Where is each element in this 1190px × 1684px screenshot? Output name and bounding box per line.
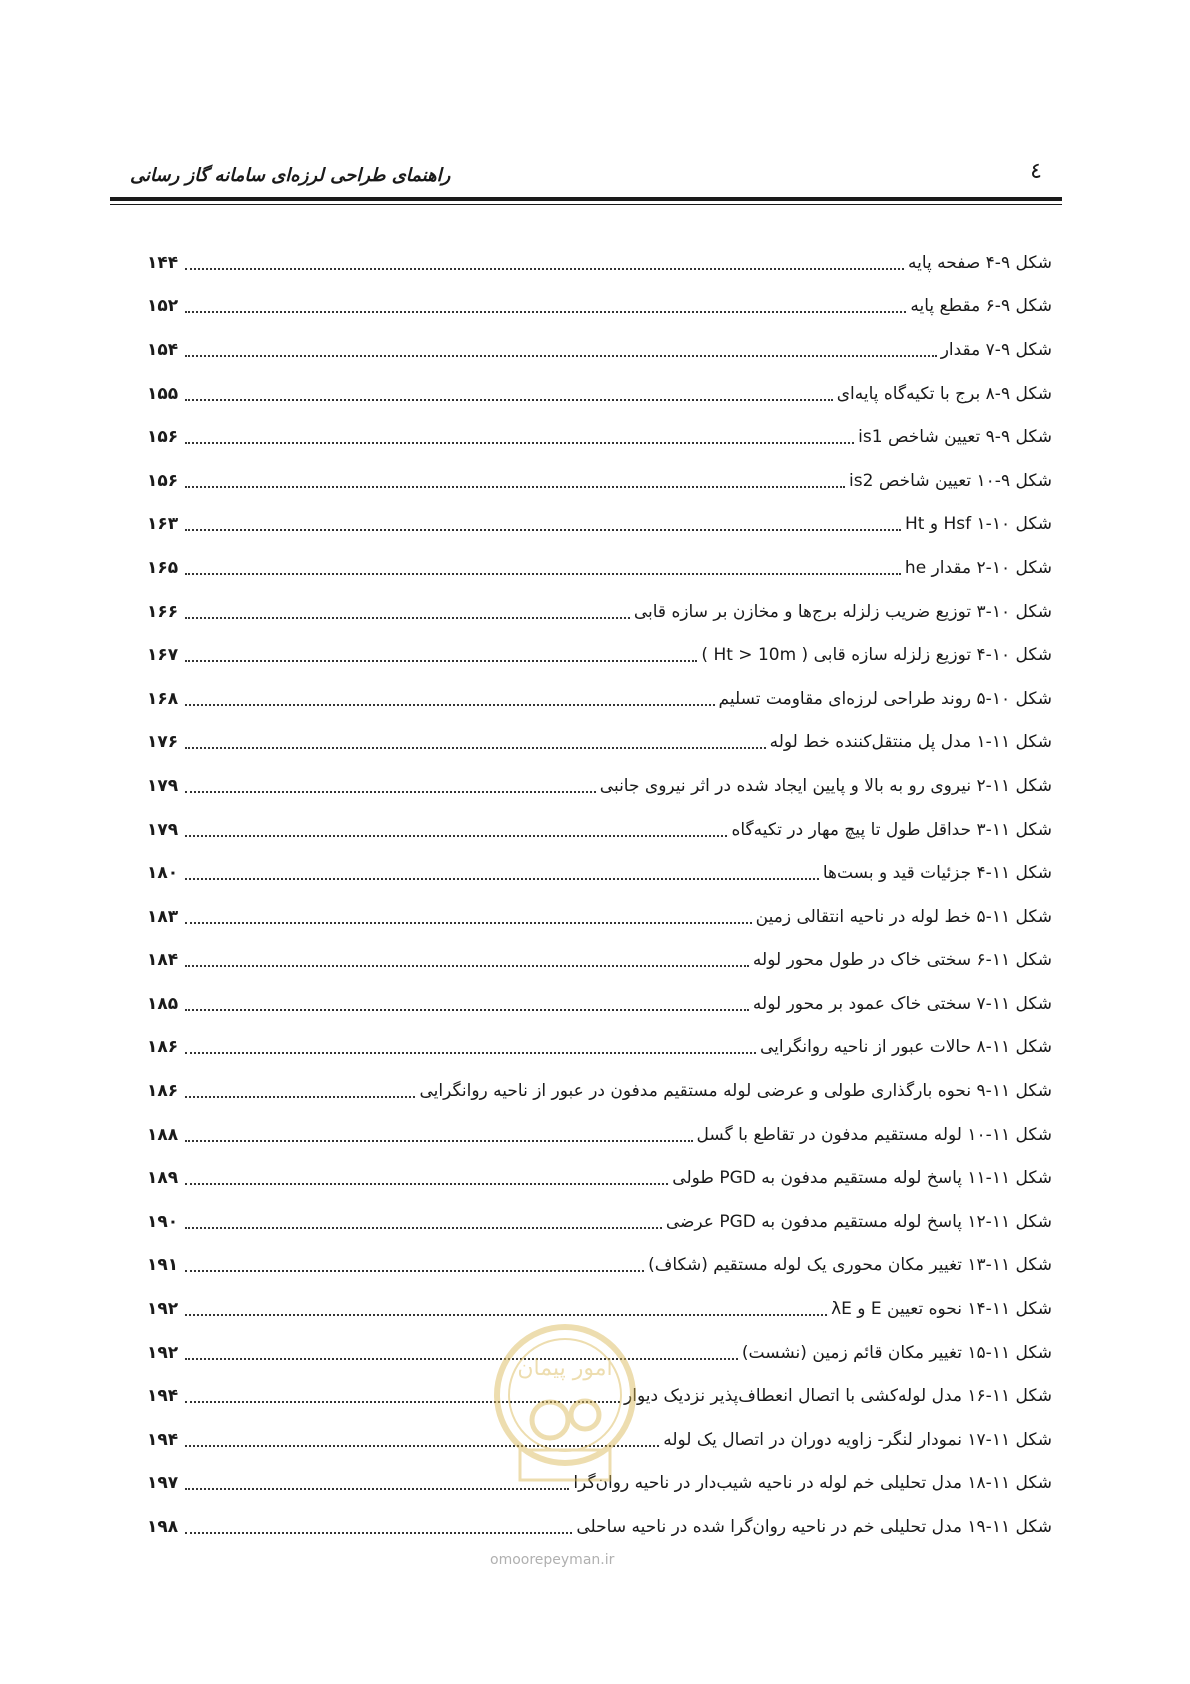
- toc-entry-page: ۱۹۴: [147, 1429, 179, 1450]
- toc-entry: [147, 241, 1052, 285]
- toc-entry: [147, 328, 1052, 372]
- toc-entry-label: شکل ۱۱-۱۰ لوله مستقیم مدفون در تقاطع با گسل: [696, 1124, 1052, 1145]
- toc-entry-page: ۱۶۳: [147, 514, 179, 535]
- toc-entry-page: ۱۵۶: [147, 470, 179, 491]
- toc-entry: [147, 851, 1052, 895]
- toc-entry-page: ۱۸۸: [147, 1124, 179, 1145]
- toc-entry-page: ۱۸۰: [147, 863, 179, 884]
- toc-leader-dots: [185, 1314, 827, 1316]
- toc-leader-dots: [185, 791, 596, 793]
- toc-entry: [147, 1069, 1052, 1113]
- toc-entry-page: ۱۵۲: [147, 296, 179, 317]
- toc-leader-dots: [185, 704, 715, 706]
- toc-leader-dots: [185, 355, 937, 357]
- toc-entry-label: شکل ۱۰-۲ مقدار he: [904, 557, 1052, 578]
- toc-leader-dots: [185, 1358, 738, 1360]
- toc-entry-label: شکل ۱۰-۳ توزیع ضریب زلزله برج‌ها و مخازن بر سازه قابی: [633, 601, 1052, 622]
- toc-leader-dots: [185, 486, 845, 488]
- toc-entry-label: شکل ۹-۸ برج با تکیه‌گاه پایه‌ای: [836, 383, 1052, 404]
- toc-entry-label: شکل ۱۱-۱۵ تغییر مکان قائم زمین (نشست): [741, 1342, 1052, 1363]
- toc-entry-page: ۱۹۲: [147, 1299, 179, 1320]
- toc-entry-page: ۱۸۳: [147, 906, 179, 927]
- toc-entry: [147, 764, 1052, 808]
- toc-entry-page: ۱۸۶: [147, 1081, 179, 1102]
- watermark-url: omoorepeyman.ir: [490, 1552, 615, 1568]
- toc-entry: [147, 895, 1052, 939]
- toc-entry-page: ۱۸۹: [147, 1168, 179, 1189]
- toc-leader-dots: [185, 399, 833, 401]
- toc-leader-dots: [185, 1532, 572, 1534]
- toc-entry-page: ۱۹۱: [147, 1255, 179, 1276]
- toc-entry-label: شکل ۱۰-۱ Hsf و Ht: [905, 514, 1052, 535]
- toc-entry-page: ۱۸۶: [147, 1037, 179, 1058]
- toc-entry-page: ۱۵۴: [147, 339, 179, 360]
- watermark-logo: [490, 1320, 640, 1490]
- toc-leader-dots: [185, 1270, 644, 1272]
- toc-entry-label: شکل ۱۱-۱۲ پاسخ لوله مستقیم مدفون به PGD عرضی: [665, 1211, 1052, 1232]
- toc-leader-dots: [185, 922, 752, 924]
- toc-leader-dots: [185, 442, 854, 444]
- toc-leader-dots: [185, 1227, 662, 1229]
- toc-entry: [147, 459, 1052, 503]
- toc-entry: [147, 546, 1052, 590]
- toc-entry: [147, 1026, 1052, 1070]
- toc-entry: [147, 982, 1052, 1026]
- toc-entry-page: ۱۹۰: [147, 1211, 179, 1232]
- toc-entry-label: شکل ۱۱-۴ جزئیات قید و بست‌ها: [822, 863, 1052, 884]
- toc-entry-label: شکل ۱۱-۱۴ نحوه تعیین E و λE: [831, 1299, 1052, 1320]
- toc-entry-page: ۱۷۹: [147, 819, 179, 840]
- toc-leader-dots: [185, 965, 749, 967]
- toc-entry: [147, 590, 1052, 634]
- toc-entry-page: ۱۶۸: [147, 688, 179, 709]
- toc-entry: [147, 633, 1052, 677]
- toc-entry: [147, 1200, 1052, 1244]
- toc-entry: [147, 939, 1052, 983]
- header-rule-thick: [110, 197, 1062, 201]
- toc-entry-label: شکل ۱۰-۴ توزیع زلزله سازه قابی ( Ht > 10m ): [701, 645, 1052, 666]
- toc-entry-label: شکل ۱۱-۱۳ تغییر مکان محوری یک لوله مستقیم (شکاف): [648, 1255, 1052, 1276]
- toc-entry: [147, 503, 1052, 547]
- toc-entry-page: ۱۸۴: [147, 950, 179, 971]
- toc-entry: [147, 677, 1052, 721]
- toc-entry-label: شکل ۱۱-۱۹ مدل تحلیلی خم در ناحیه روان‌گرا شده در ناحیه ساحلی: [576, 1517, 1052, 1538]
- toc-entry-page: ۱۷۶: [147, 732, 179, 753]
- toc-entry: [147, 1156, 1052, 1200]
- toc-entry-page: ۱۶۷: [147, 645, 179, 666]
- toc-entry-page: ۱۹۷: [147, 1473, 179, 1494]
- toc-entry-label: شکل ۱۱-۵ خط لوله در ناحیه انتقالی زمین: [755, 906, 1052, 927]
- book-title: راهنمای طراحی لرزه‌ای سامانه گاز رسانی: [130, 165, 451, 186]
- toc-entry-label: شکل ۱۱-۶ سختی خاک در طول محور لوله: [752, 950, 1052, 971]
- toc-entry-label: شکل ۱۱-۸ حالات عبور از ناحیه روانگرایی: [759, 1037, 1052, 1058]
- toc-leader-dots: [185, 1052, 756, 1054]
- toc-leader-dots: [185, 617, 630, 619]
- toc-leader-dots: [185, 878, 819, 880]
- toc-entry-label: شکل ۱۱-۲ نیروی رو به بالا و پایین ایجاد شده در اثر نیروی جانبی: [599, 775, 1052, 796]
- toc-entry-label: شکل ۱۱-۱۶ مدل لوله‌کشی با اتصال انعطاف‌پذیر نزدیک دیوار: [624, 1386, 1052, 1407]
- toc-leader-dots: [185, 835, 727, 837]
- toc-entry: [147, 1113, 1052, 1157]
- toc-entry-page: ۱۵۵: [147, 383, 179, 404]
- toc-entry-label: شکل ۱۱-۱۱ پاسخ لوله مستقیم مدفون به PGD طولی: [672, 1168, 1052, 1189]
- toc-entry-page: ۱۹۸: [147, 1517, 179, 1538]
- toc-entry-page: ۱۶۶: [147, 601, 179, 622]
- toc-entry-label: شکل ۱۰-۵ روند طراحی لرزه‌ای مقاومت تسلیم: [718, 688, 1052, 709]
- toc-entry-page: ۱۸۵: [147, 993, 179, 1014]
- toc-leader-dots: [185, 1009, 749, 1011]
- toc-entry: [147, 415, 1052, 459]
- toc-entry: [147, 372, 1052, 416]
- toc-entry-page: ۱۵۶: [147, 427, 179, 448]
- toc-entry: [147, 721, 1052, 765]
- toc-entry-label: شکل ۹-۷ مقدار: [940, 339, 1052, 360]
- toc-entry-page: ۱۹۲: [147, 1342, 179, 1363]
- toc-entry-label: شکل ۹-۶ مقطع پایه: [910, 296, 1052, 317]
- toc-leader-dots: [185, 529, 901, 531]
- toc-leader-dots: [185, 747, 766, 749]
- toc-entry-page: ۱۴۴: [147, 252, 179, 273]
- toc-leader-dots: [185, 1183, 668, 1185]
- toc-entry-label: شکل ۱۱-۳ حداقل طول تا پیچ مهار در تکیه‌گاه: [731, 819, 1052, 840]
- toc-leader-dots: [185, 268, 904, 270]
- toc-entry-label: شکل ۱۱-۱۸ مدل تحلیلی خم لوله در ناحیه شیب‌دار در ناحیه روان‌گرا: [573, 1473, 1052, 1494]
- toc-entry-page: ۱۷۹: [147, 775, 179, 796]
- toc-entry: [147, 808, 1052, 852]
- toc-entry-label: شکل ۱۱-۱۷ نمودار لنگر- زاویه دوران در اتصال یک لوله: [663, 1429, 1052, 1450]
- toc-entry-page: ۱۶۵: [147, 557, 179, 578]
- toc-entry-label: شکل ۹-۱۰ تعیین شاخص is2: [849, 470, 1052, 491]
- toc-leader-dots: [185, 311, 906, 313]
- toc-entry-page: ۱۹۴: [147, 1386, 179, 1407]
- toc-entry: [147, 1244, 1052, 1288]
- watermark-logo-text: امور پیمان: [517, 1356, 613, 1381]
- toc-entry-label: شکل ۹-۴ صفحه پایه: [907, 252, 1052, 273]
- toc-entry: [147, 1505, 1052, 1549]
- toc-leader-dots: [185, 573, 901, 575]
- toc-entry-label: شکل ۹-۹ تعیین شاخص is1: [858, 427, 1052, 448]
- page-number: ٤: [1030, 159, 1042, 184]
- toc-leader-dots: [185, 1140, 693, 1142]
- toc-leader-dots: [185, 660, 697, 662]
- toc-entry: [147, 285, 1052, 329]
- toc-entry-label: شکل ۱۱-۱ مدل پل منتقل‌کننده خط لوله: [769, 732, 1052, 753]
- page-header: [110, 155, 1062, 203]
- toc-entry-label: شکل ۱۱-۹ نحوه بارگذاری طولی و عرضی لوله مستقیم مدفون در عبور از ناحیه روانگرایی: [419, 1081, 1052, 1102]
- toc-leader-dots: [185, 1096, 415, 1098]
- header-rule-thin: [110, 204, 1062, 205]
- toc-entry-label: شکل ۱۱-۷ سختی خاک عمود بر محور لوله: [752, 993, 1052, 1014]
